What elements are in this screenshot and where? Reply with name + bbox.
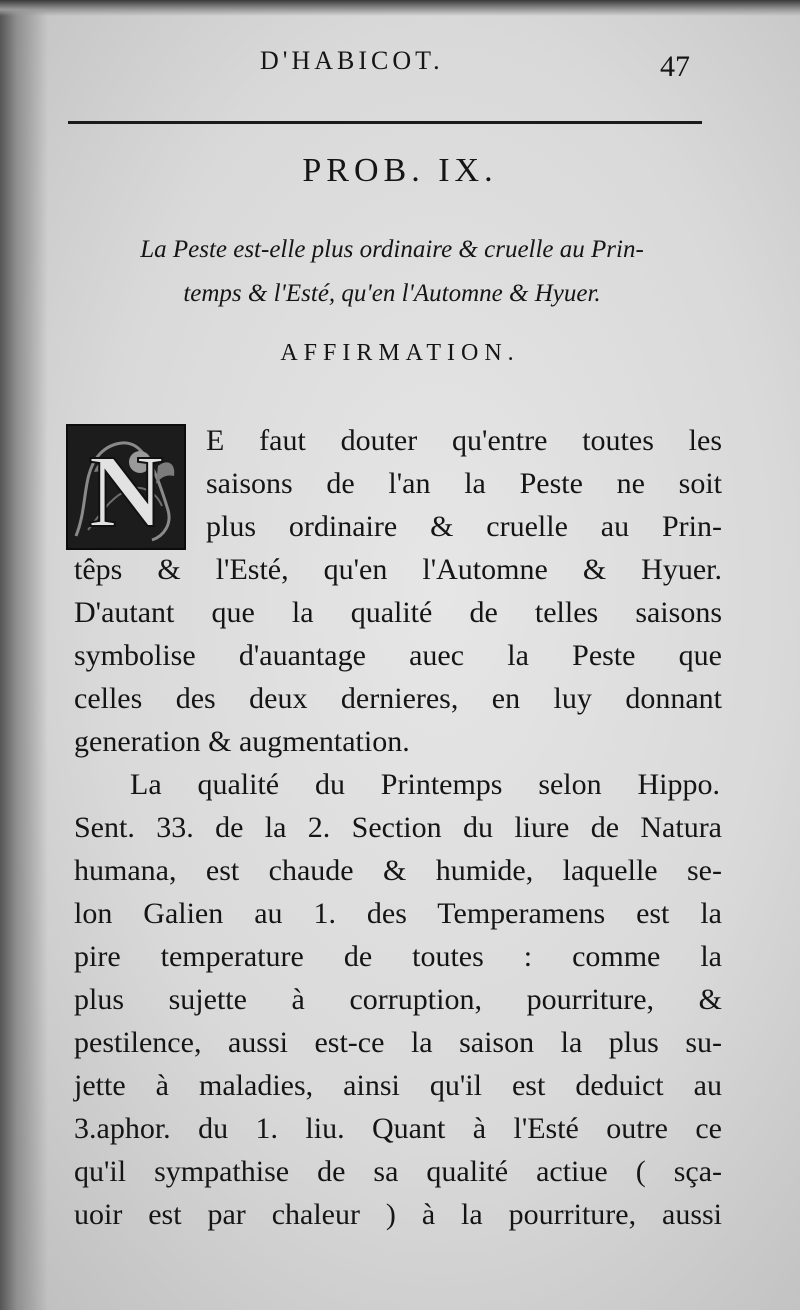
- question-line: temps & l'Esté, qu'en l'Automne & Hyuer.: [183, 280, 601, 307]
- header-rule: [68, 121, 702, 124]
- page-top-edge: [0, 0, 800, 16]
- running-title: D'HABICOT.: [260, 46, 444, 75]
- spine-shadow: [0, 0, 48, 1310]
- drop-cap-ornament-icon: [68, 426, 184, 548]
- body-line: têps & l'Esté, qu'en l'Automne & Hyuer.: [74, 553, 722, 586]
- section-title: AFFIRMATION.: [280, 340, 520, 366]
- body-line: Sent. 33. de la 2. Section du liure de Natura: [74, 811, 722, 844]
- body-line: plus sujette à corruption, pourriture, &: [74, 983, 722, 1016]
- body-line: plus ordinaire & cruelle au Prin-: [206, 510, 722, 543]
- drop-cap-letter: N: [88, 434, 164, 548]
- drop-cap-initial: [66, 424, 186, 550]
- body-line: celles des deux dernieres, en luy donnant: [74, 682, 722, 715]
- body-line: generation & augmentation.: [74, 725, 410, 758]
- page-number: 47: [660, 50, 690, 83]
- question-heading: [66, 228, 718, 316]
- question-line: La Peste est-elle plus ordinaire & cruelle au Prin-: [140, 236, 644, 263]
- body-line: pire temperature de toutes : comme la: [74, 940, 722, 973]
- body-line: humana, est chaude & humide, laquelle se-: [74, 854, 722, 887]
- body-line: symbolise d'auantage auec la Peste que: [74, 639, 722, 672]
- body-line: uoir est par chaleur ) à la pourriture, aussi: [74, 1198, 722, 1231]
- problem-heading: PROB. IX.: [302, 152, 498, 189]
- body-line: saisons de l'an la Peste ne soit: [206, 467, 722, 500]
- body-line: jette à maladies, ainsi qu'il est deduict au: [74, 1069, 722, 1102]
- body-line: E faut douter qu'entre toutes les: [206, 424, 722, 457]
- body-line: 3.aphor. du 1. liu. Quant à l'Esté outre ce: [74, 1112, 722, 1145]
- body-line: D'autant que la qualité de telles saisons: [74, 596, 722, 629]
- body-line: qu'il sympathise de sa qualité actiue ( sça-: [74, 1155, 722, 1188]
- running-head: [0, 46, 800, 86]
- body-line: pestilence, aussi est-ce la saison la plus su-: [74, 1026, 722, 1059]
- body-line: La qualité du Printemps selon Hippo.: [130, 768, 720, 801]
- body-line: lon Galien au 1. des Temperamens est la: [74, 897, 722, 930]
